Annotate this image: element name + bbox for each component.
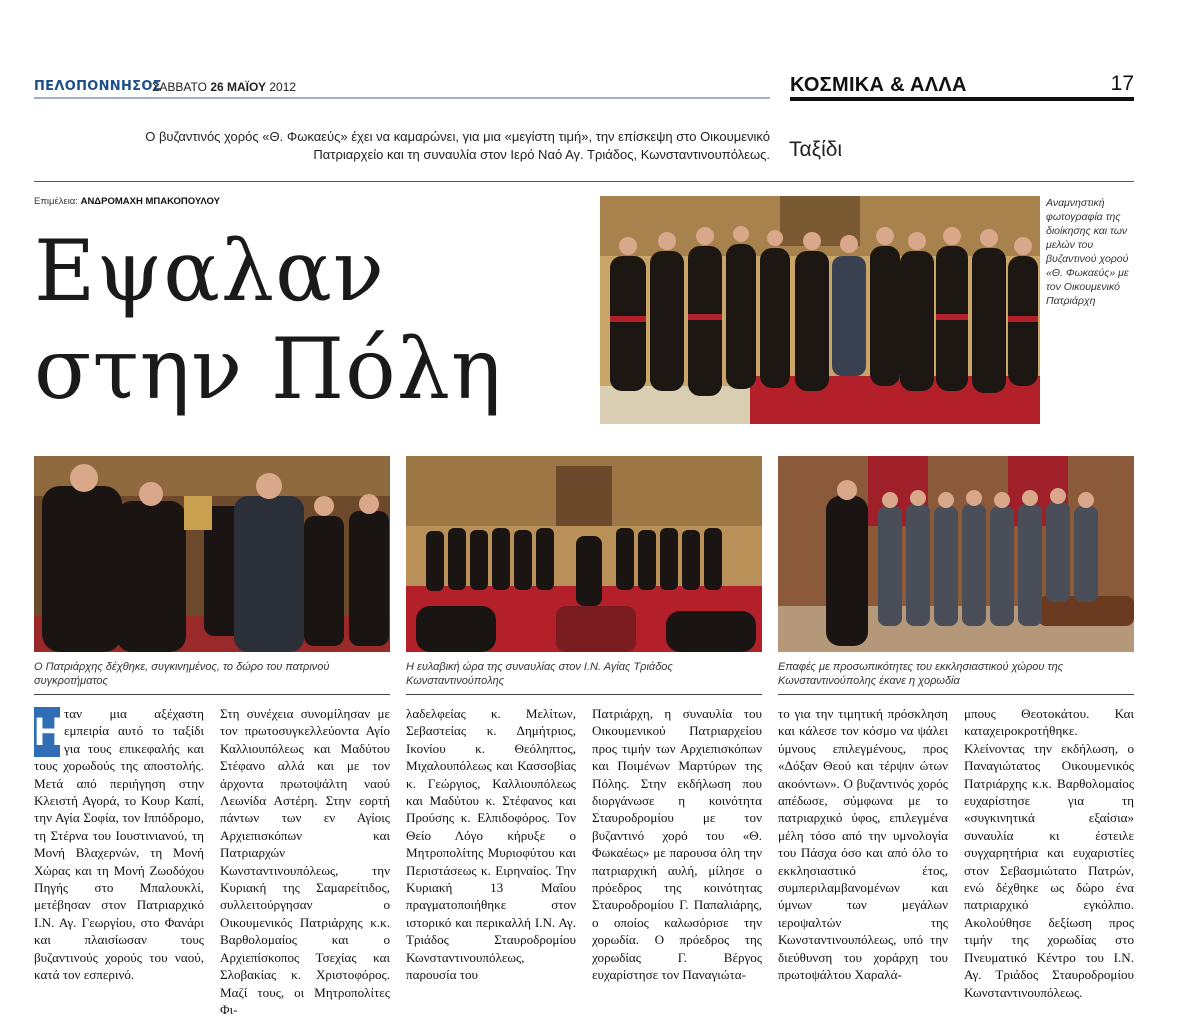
deck-rule	[34, 181, 1134, 182]
caption-rule-3	[778, 694, 1134, 695]
date-day-month: 26 ΜΑΪΟΥ	[210, 80, 267, 94]
headline-line-2: στην Πόλη	[34, 320, 503, 418]
concert-image	[406, 456, 762, 652]
deck-label: Ταξίδι	[789, 138, 843, 161]
date-weekday: ΣΑΒΒΑΤΟ	[152, 80, 211, 94]
dropcap: Η	[34, 707, 60, 757]
editor-credit	[34, 196, 220, 207]
section-title: ΚΟΣΜΙΚΑ & ΑΛΛΑ	[790, 74, 967, 96]
article-column-3: λαδελφείας κ. Μελίτων, Σεβαστείας κ. Δημήτριος, Ικονίου κ. Θεόληπτος, Μιχαλουπόλεως και Κασσοβίας κ. Γεώργιος, Καλλιουπόλεως και Μαδύτου κ. Στέφανος και Προύσης κ. Ελπιδοφόρος. Τον Θείο Λόγο κήρυξε ο Μητροπολίτης Μυριοφύτου και Περιστάσεως κ. Ειρηναίος. Την Κυριακή 13 Μαΐου πραγματοποιήθηκε στον ιστορικό και περικαλλή Ι.Ν. Αγ. Τριάδος Σταυροδρομίου Κωνσταντινουπόλεως, παρουσία του	[406, 706, 576, 983]
caption-rule-2	[406, 694, 762, 695]
article-body	[34, 705, 1134, 1017]
reception-photo	[778, 456, 1134, 652]
caption-rule-1	[34, 694, 390, 695]
date-year: 2012	[266, 80, 297, 94]
patriarch-gift-caption: Ο Πατριάρχης δέχθηκε, συγκινημένος, το δώρο του πατρινού συγκροτήματος	[34, 661, 330, 687]
article-column-1-text: ταν μια αξέχαστη εμπειρία αυτό το ταξίδι για τους επικεφαλής και τους χορωδούς της αποστολής. Μετά από περιήγηση στην Κλειστή Αγορά, το Κουρ Καπί, την Αγία Σοφία, τον Ιππόδρομο, τη Στέρνα του Ιουστινιανού, τη Μονή Βλαχερνών, τη Μονή Χώρας και τη Μονή Ζωοδόχου Πηγής στο Μπαλουκλί, μετέβησαν στον Πατριαρχικό Ι.Ν. Αγ. Γεωργίου, στο Φανάρι και πλαισίωσαν τους βυζαντινούς χορούς του ναού, κατά τον εσπερινό.	[34, 706, 204, 983]
patriarch-gift-image	[34, 456, 390, 652]
article-column-6: μπους Θεοτοκάτου. Και καταχειροκροτήθηκε. Κλείνοντας την εκδήλωση, ο Παναγιώτατος Οικουμενικός Πατριάρχης κ.κ. Βαρθολομαίος ευχαρίστησε για τη «συγκινητικά εξαίσια» συναυλία κι έστειλε συγχαρητήρια και ευχαριστίες στον Σεβασμιώτατο Πατρών, ενώ δέχθηκε ως δώρο ένα πατριαρχικό εγκόλπιο. Ακολούθησε δεξίωση προς τιμήν της χορωδίας στο Πνευματικό Κέντρο του Ι.Ν. Αγ. Τριάδος Σταυροδρομίου Κωνσταντινουπόλεως.	[964, 706, 1134, 1000]
issue-date	[152, 80, 296, 94]
deck-text: Ο βυζαντινός χορός «Θ. Φωκαεύς» έχει να καμαρώνει, για μια «μεγίστη τιμή», την επίσκεψη στο Οικουμενικό Πατριαρχείο και τη συναυλία στον Ιερό Ναό Αγ. Τριάδος, Κωνσταντινουπόλεως.	[145, 129, 770, 162]
group-photo	[600, 196, 1040, 424]
editor-name: ΑΝΔΡΟΜΑΧΗ ΜΠΑΚΟΠΟΥΛΟΥ	[80, 196, 220, 207]
publication-name: ΠΕΛΟΠΟΝΝΗΣΟΣ	[34, 79, 162, 94]
reception-caption: Επαφές με προσωπικότητες του εκκλησιαστικού χώρου της Κωνσταντινούπολης έκανε η χορωδία	[778, 661, 1064, 687]
group-photo-caption: Αναμνηστική φωτογραφία της διοίκησης και των μελών του βυζαντινού χορού «Θ. Φωκαεύς» με τον Οικουμενικό Πατριάρχη	[1046, 197, 1129, 307]
patriarch-gift-photo	[34, 456, 390, 652]
article-column-1	[34, 705, 204, 983]
concert-caption: Η ευλαβική ώρα της συναυλίας στον Ι.Ν. Αγίας Τριάδος Κωνσταντινούπολης	[406, 661, 673, 687]
masthead-rule-left	[34, 97, 770, 99]
headline-line-1: Εψαλαν	[34, 222, 385, 320]
masthead-rule-right	[790, 97, 1134, 101]
group-photo-image	[600, 196, 1040, 424]
article-column-2: Στη συνέχεια συνομίλησαν με τον πρωτοσυγκελλεύοντα Αγίο Καλλιουπόλεως και Μαδύτου Στέφανο αλλά και με τον άρχοντα πρωτοψάλτη ναού Λεωνίδα Αστέρη. Στην εορτή πάντων των εν Αγίοις Αρχιεπισκόπων και Πατριαρχών Κωνσταντινουπόλεως, την Κυριακή της Σαμαρείτιδος, συλλειτούργησαν ο Οικουμενικός Πατριάρχης κ.κ. Βαρθολομαίος και ο Αρχιεπίσκοπος Τσεχίας και Σλοβακίας κ. Χριστοφόρος. Μαζί τους, οι Μητροπολίτες Φι-	[220, 706, 390, 1017]
masthead	[34, 72, 1134, 102]
concert-photo	[406, 456, 762, 652]
page-number: 17	[1110, 72, 1134, 95]
article-column-4: Πατριάρχη, η συναυλία του Οικουμενικού Πατριαρχείου προς τιμήν των Αρχιεπισκόπων και Ποιμένων Μαρτύρων της Πόλης. Στην εκδήλωση που διοργάνωσε η κοινότητα Σταυροδρομίου με τον βυζαντινό χορό του «Θ. Φωκαέως» με παρουσα όλη την πατριαρχική αυλή, μίλησε ο πρόεδρος της κοινότητας Σταυροδρομίου Γ. Παπαλιάρης, ο οποίος καλωσόρισε την χορωδία. Ο πρόεδρος της χορωδίας Γ. Βέργος ευχαρίστησε τον Παναγιώτα-	[592, 706, 762, 983]
reception-image	[778, 456, 1134, 652]
article-column-5: το για την τιμητική πρόσκληση και κάλεσε τον κόσμο να ψάλει ύμνους επιλεγμένους, προς «Δόξαν Θεού και τέρψιν ώτων ακοόντων». Ο βυζαντινός χορός απέδωσε, σύμφωνα με το πατριαρχικό ύφος, επιλεγμένα μέλη τόσο από την υμνολογία του Πάσχα όσο και από όλο το εκκλησιαστικό έτος, συμπεριλαμβανομένων και ύμνων των μεγάλων ιεροψαλτών της Κωνσταντινουπόλεως, υπό την διεύθυνση του χοράρχη του πρωτοψάλτου Χαραλά-	[778, 706, 948, 983]
editor-prefix: Επιμέλεια:	[34, 196, 81, 207]
headline	[34, 222, 594, 418]
